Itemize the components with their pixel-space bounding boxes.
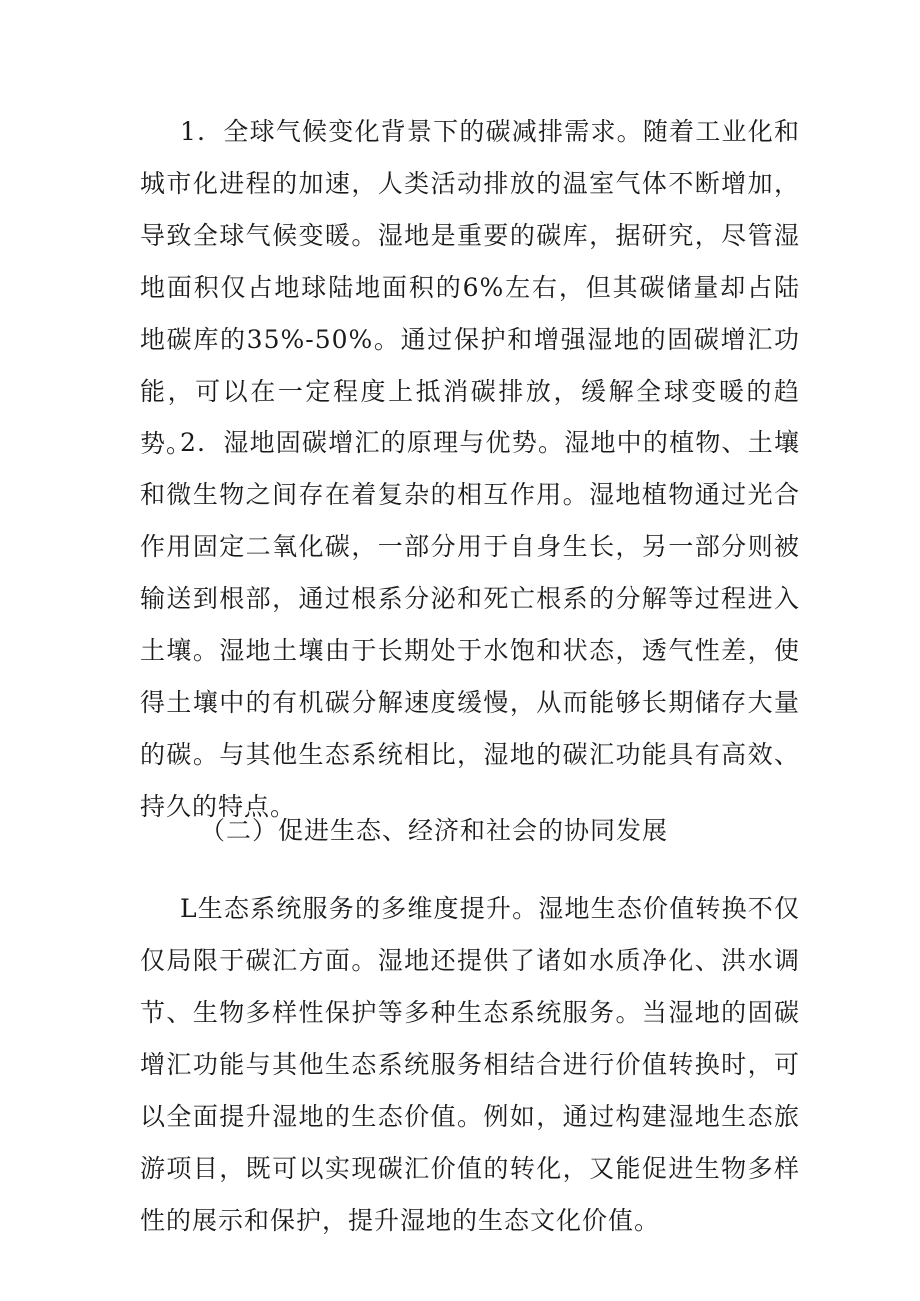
paragraph-ecosystem-services: L生态系统服务的多维度提升。湿地生态价值转换不仅仅局限于碳汇方面。湿地还提供了诸如水质净化、洪水调节、生物多样性保护等多种生态系统服务。当湿地的固碳增汇功能与其他生态系统服务相结合进行价值转换时，可以全面提升湿地的生态价值。例如，通过构建湿地生态旅游项目，既可以实现碳汇价值的转化，又能促进生物多样性的展示和保护，提升湿地的生态文化价值。 bbox=[140, 894, 800, 1235]
paragraph-wetland-carbon-principle: 2．湿地固碳增汇的原理与优势。湿地中的植物、土壤和微生物之间存在着复杂的相互作用。湿地植物通过光合作用固定二氧化碳，一部分用于自身生长，另一部分则被输送到根部，通过根系分泌和死亡根系的分解等过程进入土壤。湿地土壤由于长期处于水饱和状态，透气性差，使得土壤中的有机碳分解速度缓慢，从而能够长期储存大量的碳。与其他生态系统相比，湿地的碳汇功能具有高效、持久的特点。 bbox=[140, 428, 800, 821]
section-heading: （二）促进生态、经济和社会的协同发展 bbox=[200, 816, 669, 845]
paragraph-carbon-reduction: 1．全球气候变化背景下的碳减排需求。随着工业化和城市化进程的加速，人类活动排放的温室气体不断增加，导致全球气候变暖。湿地是重要的碳库，据研究，尽管湿地面积仅占地球陆地面积的6%左右，但其碳储量却占陆地碳库的35%-50%。通过保护和增强湿地的固碳增汇功能，可以在一定程度上抵消碳排放，缓解全球变暖的趋势。 bbox=[140, 117, 800, 458]
